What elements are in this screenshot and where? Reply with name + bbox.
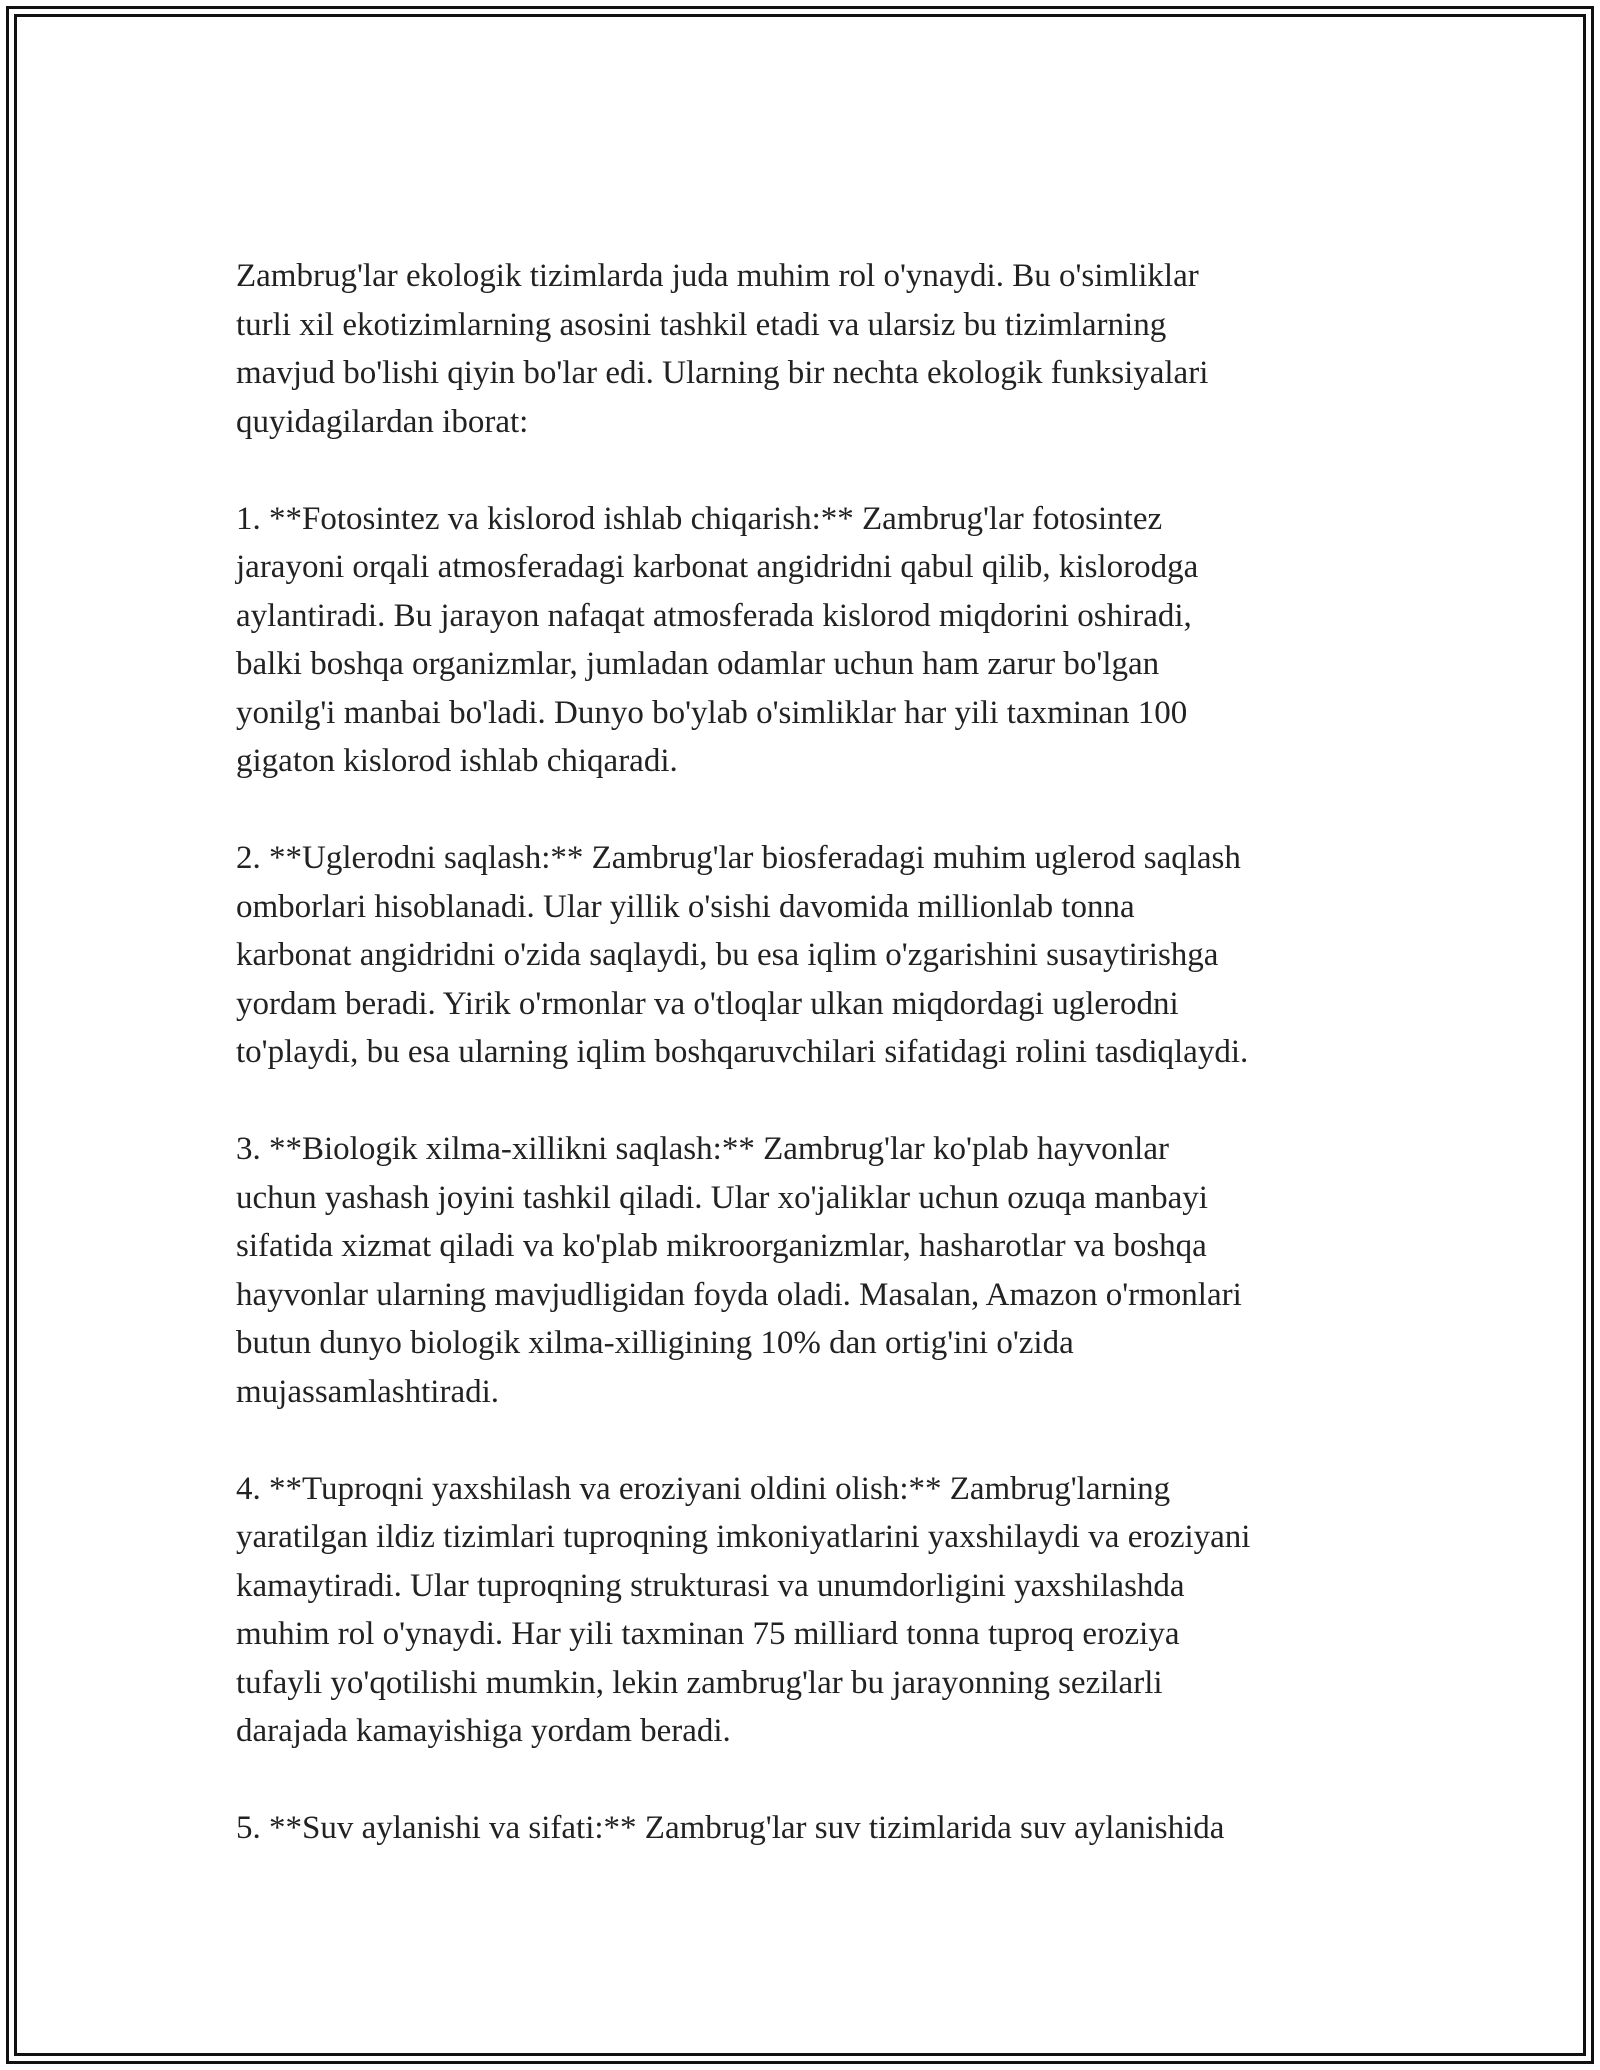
- text-line: mujassamlashtiradi.: [236, 1373, 500, 1410]
- text-line: jarayoni orqali atmosferadagi karbonat angidridni qabul qilib, kislorodga: [236, 549, 1199, 585]
- document-body: [236, 252, 1376, 1853]
- text-line: darajada kamayishiga yordam beradi.: [236, 1713, 731, 1749]
- text-line: muhim rol o'ynaydi. Har yili taxminan 75 milliard tonna tuproq eroziya: [236, 1616, 1180, 1652]
- text-line: 5. **Suv aylanishi va sifati:** Zambrug'lar suv tizimlarida suv aylanishida: [236, 1810, 1225, 1846]
- text-line: karbonat angidridni o'zida saqlaydi, bu esa iqlim o'zgarishini susaytirishga: [236, 937, 1219, 973]
- text-line: 3. **Biologik xilma-xillikni saqlash:** Zambrug'lar ko'plab hayvonlar: [236, 1131, 1169, 1167]
- text-line: kamaytiradi. Ular tuproqning strukturasi va unumdorligini yaxshilashda: [236, 1567, 1185, 1604]
- text-line: butun dunyo biologik xilma-xilligining 10% dan ortig'ini o'zida: [236, 1325, 1074, 1361]
- text-line: mavjud bo'lishi qiyin bo'lar edi. Ularning bir nechta ekologik funksiyalari: [236, 355, 1209, 391]
- text-line: 1. **Fotosintez va kislorod ishlab chiqarish:** Zambrug'lar fotosintez: [236, 500, 1163, 537]
- text-line: yonilg'i manbai bo'ladi. Dunyo bo'ylab o'simliklar har yili taxminan 100: [236, 694, 1188, 731]
- text-line: to'playdi, bu esa ularning iqlim boshqaruvchilari sifatidagi rolini tasdiqlaydi.: [236, 1034, 1249, 1070]
- text-line: quyidagilardan iborat:: [236, 403, 529, 440]
- text-line: tufayli yo'qotilishi mumkin, lekin zambrug'lar bu jarayonning sezilarli: [236, 1664, 1163, 1701]
- list-item-3-paragraph: [236, 1125, 1376, 1416]
- text-line: turli xil ekotizimlarning asosini tashkil etadi va ularsiz bu tizimlarning: [236, 306, 1167, 343]
- text-line: hayvonlar ularning mavjudligidan foyda oladi. Masalan, Amazon o'rmonlari: [236, 1276, 1242, 1313]
- text-line: gigaton kislorod ishlab chiqaradi.: [236, 743, 678, 779]
- text-line: 4. **Tuproqni yaxshilash va eroziyani oldini olish:** Zambrug'larning: [236, 1470, 1171, 1507]
- text-line: Zambrug'lar ekologik tizimlarda juda muhim rol o'ynaydi. Bu o'simliklar: [236, 258, 1199, 294]
- text-line: yordam beradi. Yirik o'rmonlar va o'tloqlar ulkan miqdordagi uglerodni: [236, 985, 1179, 1022]
- text-line: uchun yashash joyini tashkil qiladi. Ular xo'jaliklar uchun ozuqa manbayi: [236, 1179, 1208, 1216]
- text-line: balki boshqa organizmlar, jumladan odamlar uchun ham zarur bo'lgan: [236, 646, 1160, 682]
- list-item-2-paragraph: [236, 834, 1376, 1077]
- list-item-4-paragraph: [236, 1465, 1376, 1756]
- text-line: aylantiradi. Bu jarayon nafaqat atmosferada kislorod miqdorini oshiradi,: [236, 597, 1192, 634]
- text-line: sifatida xizmat qiladi va ko'plab mikroorganizmlar, hasharotlar va boshqa: [236, 1228, 1207, 1264]
- text-line: omborlari hisoblanadi. Ular yillik o'sishi davomida millionlab tonna: [236, 888, 1135, 925]
- text-line: 2. **Uglerodni saqlash:** Zambrug'lar biosferadagi muhim uglerod saqlash: [236, 840, 1241, 876]
- intro-paragraph: [236, 252, 1376, 446]
- list-item-5-paragraph: [236, 1804, 1376, 1853]
- text-line: yaratilgan ildiz tizimlari tuproqning imkoniyatlarini yaxshilaydi va eroziyani: [236, 1519, 1251, 1555]
- list-item-1-paragraph: [236, 495, 1376, 786]
